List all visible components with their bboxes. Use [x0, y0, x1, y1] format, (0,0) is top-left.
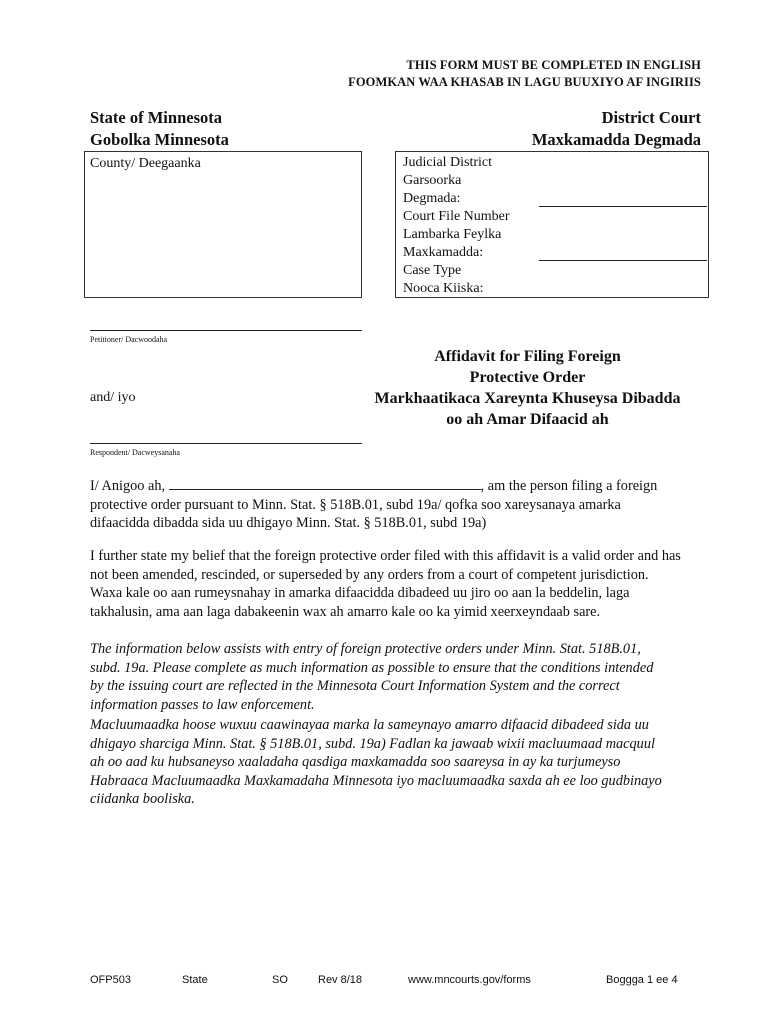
- petitioner-label: Petitioner/ Dacwoodaha: [90, 335, 168, 344]
- county-box[interactable]: [84, 151, 362, 298]
- court-name-somali: Maxkamadda Degmada: [531, 130, 701, 149]
- judicial-district-label: Judicial District: [403, 155, 493, 170]
- garsoorka-label: Garsoorka: [403, 173, 462, 188]
- degmada-label: Degmada:: [403, 191, 461, 206]
- footer-form-id: OFP503: [90, 974, 131, 986]
- footer-page-number: Boggga 1 ee 4: [606, 974, 678, 986]
- validity-line-2: not been amended, rescinded, or superseded by any orders from a court of competent jurisdiction.: [90, 566, 649, 583]
- somali-required-notice: FOOMKAN WAA KHASAB IN LAGU BUUXIYO AF INGIRIIS: [348, 75, 701, 89]
- footer-state: State: [182, 974, 208, 986]
- instructions-so-line-2: dhigayo sharciga Minn. Stat. § 518B.01, subd. 19a) Fadlan ka jawaab wixii macluumaad macquul: [90, 735, 655, 752]
- case-type-label: Case Type: [403, 263, 462, 278]
- affiant-line-3: difaacidda dibadda sida uu dhigayo Minn. Stat. § 518B.01, subd 19a): [90, 515, 487, 531]
- instructions-so-line-5: ciidanka booliska.: [90, 791, 195, 807]
- court-file-number-label: Court File Number: [403, 209, 510, 224]
- case-type-field[interactable]: [539, 282, 707, 296]
- instructions-line-2: subd. 19a. Please complete as much information as possible to ensure that the conditions intended: [90, 659, 654, 676]
- state-name-somali: Gobolka Minnesota: [90, 130, 229, 149]
- petitioner-name-line[interactable]: [90, 330, 362, 331]
- court-name: District Court: [601, 108, 701, 127]
- footer-revision: Rev 8/18: [318, 974, 363, 986]
- form-title-line-4: oo ah Amar Difaacid ah: [446, 411, 609, 428]
- and-label: and/ iyo: [90, 390, 136, 405]
- instructions-so-line-3: ah oo aad ku hubsaneyso xaaladaha qasdiga maxkamadda soo saareysa in ay ka turjumeyso: [90, 754, 621, 770]
- respondent-label: Respondent/ Dacweysanaha: [90, 448, 180, 457]
- instructions-so-line-4: Habraaca Macluumaadka Maxkamadaha Minnesota iyo macluumaadka saxda ah ee loo gudbinayo: [90, 772, 662, 789]
- state-name: State of Minnesota: [90, 108, 222, 127]
- maxkamadda-label: Maxkamadda:: [403, 245, 484, 260]
- nooca-kiiska-label: Nooca Kiiska:: [403, 281, 484, 296]
- affiant-name-field[interactable]: [169, 477, 481, 490]
- form-title-line-2: Protective Order: [469, 369, 586, 386]
- affiant-line-2: protective order pursuant to Minn. Stat. § 518B.01, subd 19a/ qofka soo xareysanaya amarka: [90, 496, 621, 513]
- court-file-number-field[interactable]: [539, 260, 707, 261]
- affiant-suffix: , am the person filing a foreign: [480, 478, 658, 494]
- county-label: County/ Deegaanka: [90, 156, 201, 171]
- affiant-prefix: I/ Anigoo ah,: [90, 478, 166, 494]
- form-title-line-1: Affidavit for Filing Foreign: [434, 348, 621, 365]
- footer-language: SO: [272, 974, 288, 986]
- instructions-so-line-1: Macluumaadka hoose wuxuu caawinayaa marka la sameynayo amarro difaacid dibadeed sida uu: [90, 717, 649, 733]
- validity-line-1: I further state my belief that the foreign protective order filed with this affidavit is a valid order and has: [90, 548, 681, 564]
- instructions-line-1: The information below assists with entry of foreign protective orders under Minn. Stat. 518B.01,: [90, 641, 641, 657]
- lambarka-feylka-label: Lambarka Feylka: [403, 227, 502, 242]
- validity-line-4: takhalusin, ama aan laga dabakeenin wax ah amarro kale oo ka yimid xeerxeyndaab sare.: [90, 603, 601, 620]
- form-title: [355, 346, 700, 430]
- form-title-line-3: Markhaatikaca Xareynta Khuseysa Dibadda: [374, 390, 681, 407]
- instructions-line-4: information passes to law enforcement.: [90, 696, 315, 713]
- instructions-somali: [90, 716, 705, 809]
- affiant-line-1: [90, 477, 705, 496]
- instructions-line-3: by the issuing court are reflected in the Minnesota Court Information System and the correct: [90, 678, 620, 694]
- validity-line-3: Waxa kale oo aan rumeysnahay in amarka difaacidda dibadeed uu jiro oo aan la beddelin, laga: [90, 585, 630, 601]
- english-required-notice: THIS FORM MUST BE COMPLETED IN ENGLISH: [406, 58, 701, 72]
- instructions-english: [90, 640, 705, 714]
- respondent-name-line[interactable]: [90, 443, 362, 444]
- affiant-statement: [90, 477, 705, 533]
- judicial-district-field[interactable]: [539, 206, 707, 207]
- court-info-box: [395, 151, 709, 298]
- validity-statement: [90, 547, 705, 621]
- footer-url[interactable]: www.mncourts.gov/forms: [408, 974, 531, 986]
